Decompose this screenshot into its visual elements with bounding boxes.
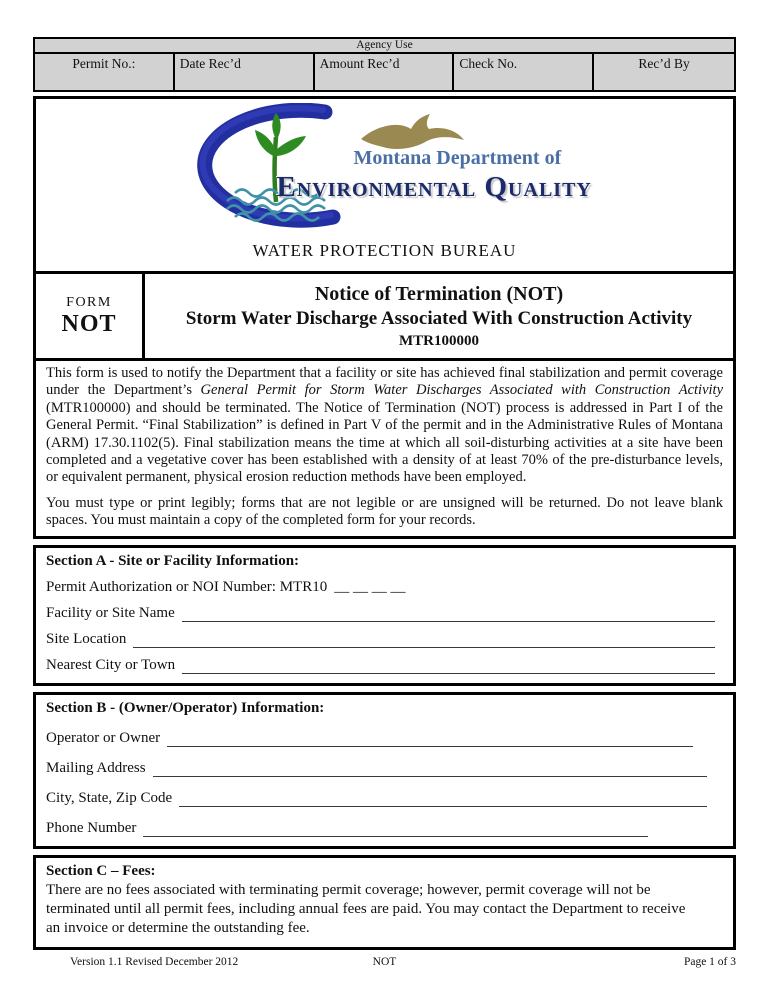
form-title-cell [145,274,733,358]
facility-name-field[interactable] [182,605,715,622]
site-location-row [46,631,723,648]
footer-version: Version 1.1 Revised December 2012 [70,956,239,968]
mailing-address-row [46,760,723,777]
intro-p1-post: (MTR100000) and should be terminated. The Notice of Termination (NOT) process is addressed in Part I of the General Permit. “Final Stabilization” is defined in Part V of the permit and in the Administrative Rules of Montana (ARM) 17.30.1102(5). Final stabilization means the time at which all soil-disturbing activities at a site have been completed and a vegetative cover has been established with a density of at least 70% of the pre-disturbance levels, or equivalent permanent, physical erosion reduction methods have been employed. [46,399,723,486]
agency-use-title: Agency Use [35,39,734,54]
permit-noi-number-row [46,579,723,596]
city-state-zip-label: City, State, Zip Code [46,789,173,806]
section-b-heading: Section B - (Owner/Operator) Information: [46,699,325,716]
operator-owner-row [46,730,723,747]
footer-form-code: NOT [372,956,397,968]
intro-p1-pre: This form is used to notify the Department that a facility or site has achieved final stabilization and permit coverage under the Department’s [46,365,723,399]
agency-use-header-row [35,54,734,90]
nearest-city-row [46,657,723,674]
facility-name-label: Facility or Site Name [46,604,175,621]
intro-text-box [33,358,736,539]
logo-org-line2: Environmental Quality [276,171,592,203]
form-title-row [36,271,733,358]
section-a-box [33,545,736,686]
deq-logo [149,103,621,231]
agency-cell-permit-no: Permit No.: [35,54,175,90]
form-label: FORM [66,294,112,310]
form-title-line1: Notice of Termination (NOT) [314,282,564,305]
intro-paragraph-2: You must type or print legibly; forms that are not legible or are unsigned will be returned. Do not leave blank spaces. You must maintain a copy of the completed form for your records. [46,494,723,529]
form-page [33,37,736,950]
agency-cell-date-recd: Date Rec’d [175,54,315,90]
logo-org-line1: Montana Department of [353,147,562,169]
mailing-address-field[interactable] [153,760,707,777]
permit-noi-number-label: Permit Authorization or NOI Number: MTR10 [46,578,328,595]
nearest-city-label: Nearest City or Town [46,656,176,673]
agency-cell-amount-recd: Amount Rec’d [315,54,455,90]
mailing-address-label: Mailing Address [46,759,146,776]
form-code: NOT [61,310,117,337]
section-c-body: There are no fees associated with terminating permit coverage; however, permit coverage will not be terminated until all permit fees, including annual fees are paid. You may contact the Department to receive an invoice or determine the outstanding fee. [46,881,686,936]
section-b-box [33,692,736,849]
form-title-line2: Storm Water Discharge Associated With Construction Activity [185,307,693,329]
permit-noi-number-blanks[interactable]: __ __ __ __ [334,578,406,595]
agency-cell-recd-by: Rec’d By [638,56,690,71]
section-c-box [33,855,736,951]
agency-use-table [33,37,736,92]
section-a-heading: Section A - Site or Facility Information: [46,552,300,569]
operator-owner-field[interactable] [167,730,693,747]
form-id-cell [36,274,145,358]
section-c-heading: Section C – Fees: [46,862,156,879]
footer-page-number: Page 1 of 3 [683,956,736,968]
site-location-field[interactable] [133,631,715,648]
form-title-line3: MTR100000 [399,332,479,349]
logo-area [36,99,733,271]
operator-owner-label: Operator or Owner [46,729,161,746]
city-state-zip-field[interactable] [179,790,707,807]
city-state-zip-row [46,790,723,807]
agency-cell-check-no: Check No. [454,54,594,90]
phone-number-field[interactable] [143,820,648,837]
phone-number-label: Phone Number [46,819,137,836]
form-header-box [33,96,736,361]
bureau-title: WATER PROTECTION BUREAU [252,241,517,260]
phone-number-row [46,820,723,837]
eagle-icon [361,114,464,149]
intro-p1-permit-name: General Permit for Storm Water Discharges Associated with Construction Activity [200,382,724,399]
facility-name-row [46,605,723,622]
nearest-city-field[interactable] [182,657,715,674]
intro-paragraph-1 [46,365,723,487]
site-location-label: Site Location [46,630,127,647]
